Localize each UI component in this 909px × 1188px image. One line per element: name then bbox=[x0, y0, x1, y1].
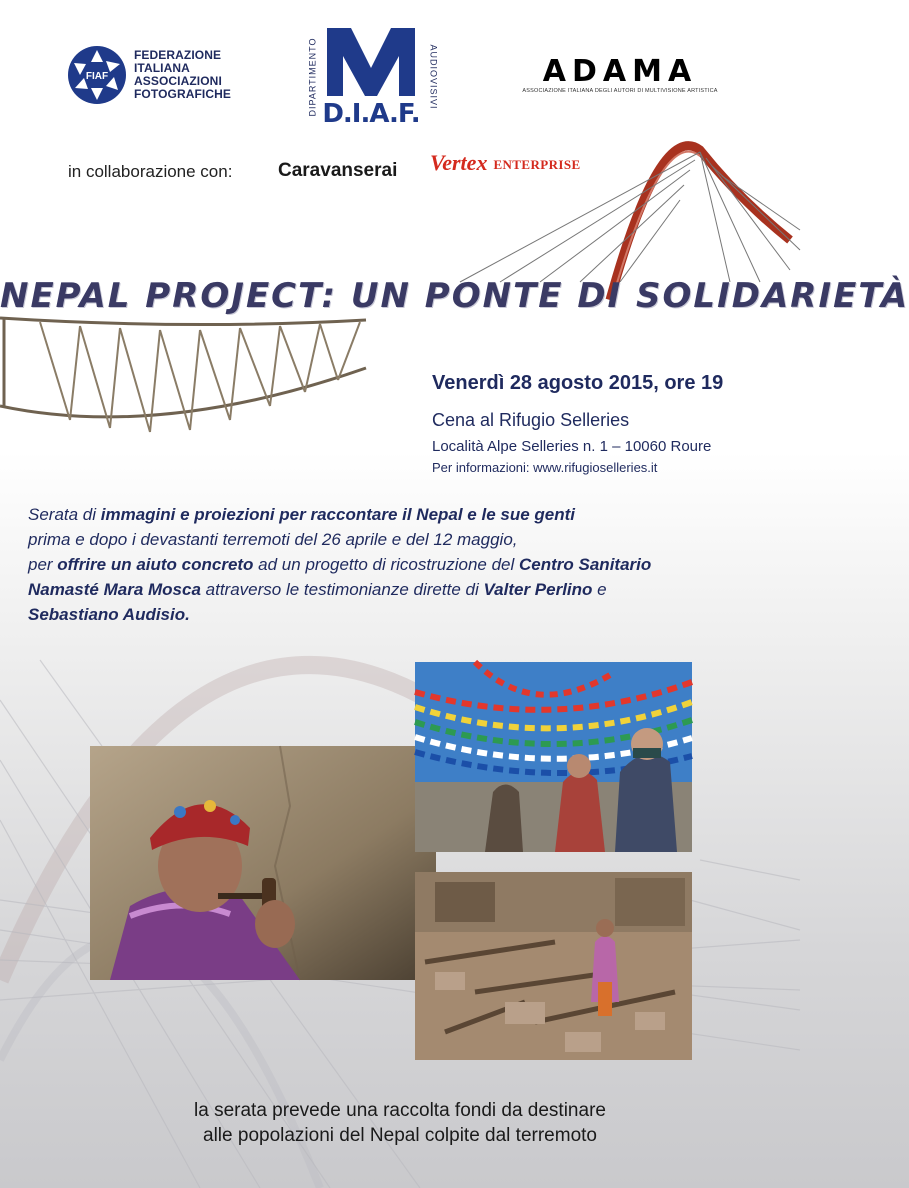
fiaf-aperture-icon bbox=[66, 44, 128, 106]
partner-caravanserai: Caravanserai bbox=[278, 160, 398, 181]
partner-vertex-logo bbox=[430, 150, 581, 176]
event-description bbox=[28, 502, 788, 627]
desc-l4a: Namasté Mara Mosca bbox=[28, 580, 201, 599]
desc-l3c: ad un progetto di ricostruzione del bbox=[253, 555, 520, 574]
desc-l3a: per bbox=[28, 555, 58, 574]
adama-title: ADAMA bbox=[542, 54, 698, 89]
event-venue: Cena al Rifugio Selleries bbox=[432, 410, 630, 430]
desc-l1a: Serata di bbox=[28, 505, 101, 524]
desc-l4c: Valter Perlino bbox=[483, 580, 593, 599]
event-info-link[interactable]: Per informazioni: www.rifugioselleries.it bbox=[432, 460, 658, 475]
adama-logo bbox=[512, 54, 728, 94]
fiaf-line-2: ITALIANA bbox=[134, 61, 190, 75]
fiaf-line-1: FEDERAZIONE bbox=[134, 48, 222, 62]
dip-right-vertical: AUDIOVISIVI bbox=[428, 44, 439, 110]
adama-subtitle: ASSOCIAZIONE ITALIANA DEGLI AUTORI DI MULTIVISIONE ARTISTICA bbox=[522, 88, 718, 94]
desc-l4b: attraverso le testimonianze dirette di bbox=[200, 580, 484, 599]
fiaf-line-3: ASSOCIAZIONI bbox=[134, 74, 222, 88]
fiaf-logo bbox=[66, 44, 231, 106]
vertex-brand: Vertex bbox=[430, 150, 488, 175]
desc-l3b: offrire un aiuto concreto bbox=[57, 555, 254, 574]
event-address: Località Alpe Selleries n. 1 – 10060 Roure bbox=[432, 438, 712, 455]
dip-mark-text: D.I.A.F. bbox=[322, 99, 420, 129]
collaboration-label: in collaborazione con: bbox=[68, 162, 233, 181]
desc-l2: prima e dopo i devastanti terremoti del 26 aprile e del 12 maggio, bbox=[28, 530, 518, 549]
photo-prayer-flags bbox=[415, 662, 692, 852]
footer-line-1: la serata prevede una raccolta fondi da destinare bbox=[194, 1100, 606, 1121]
photo-elderly-woman bbox=[90, 746, 436, 980]
page-title: NEPAL PROJECT: UN PONTE DI SOLIDARIETÀ bbox=[0, 276, 909, 316]
vertex-enterprise: ENTERPRISE bbox=[493, 157, 581, 172]
dip-left-vertical: DIPARTIMENTO bbox=[307, 37, 318, 117]
desc-l5: Sebastiano Audisio. bbox=[28, 605, 190, 624]
fiaf-mark-text: FIAF bbox=[85, 71, 109, 82]
event-date: Venerdì 28 agosto 2015, ore 19 bbox=[432, 372, 724, 394]
fiaf-line-4: FOTOGRAFICHE bbox=[134, 87, 231, 101]
dipartimento-audiovisivi-logo bbox=[305, 22, 437, 132]
footer-message bbox=[0, 1098, 800, 1148]
footer-line-2: alle popolazioni del Nepal colpite dal terremoto bbox=[203, 1125, 597, 1146]
photo-earthquake-rubble bbox=[415, 872, 692, 1060]
desc-l3d: Centro Sanitario bbox=[519, 555, 652, 574]
desc-l4d: e bbox=[592, 580, 607, 599]
desc-l1b: immagini e proiezioni per raccontare il Nepal e le sue genti bbox=[100, 505, 576, 524]
